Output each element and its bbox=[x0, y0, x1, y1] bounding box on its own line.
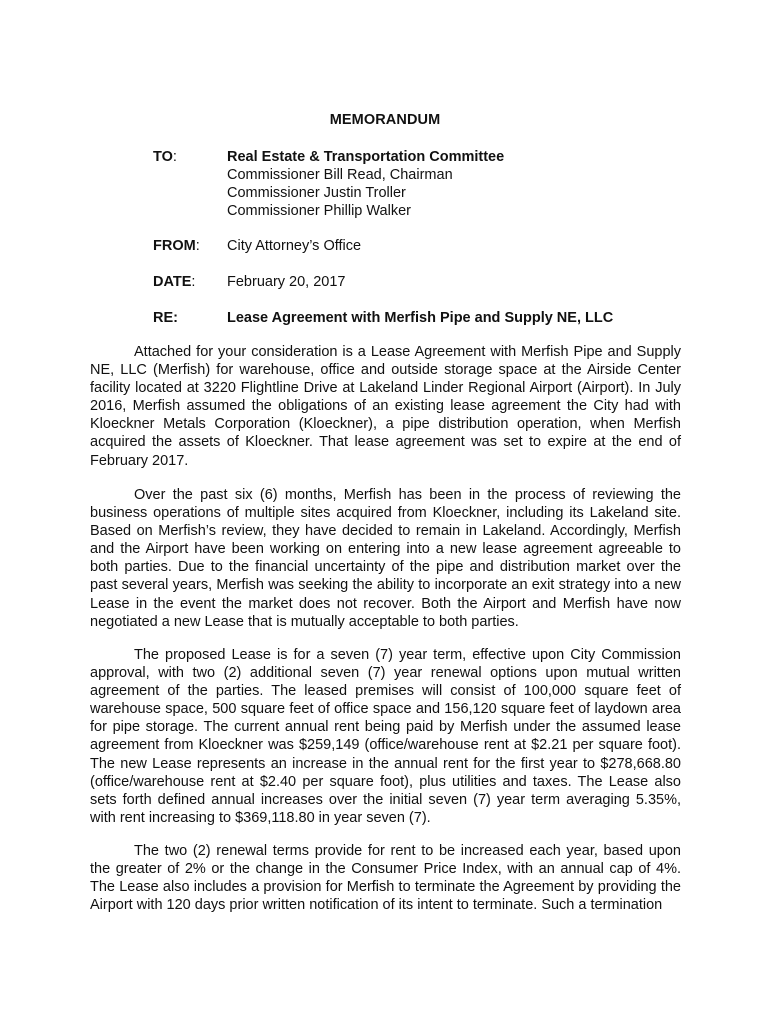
re-label: RE: bbox=[153, 310, 178, 326]
from-value: City Attorney’s Office bbox=[227, 238, 362, 254]
body-paragraph: Attached for your consideration is a Lease Agreement with Merfish Pipe and Supply NE, LLC (Merfish) for warehouse, office and outside storage space at the Airside Center facility located at 3220 Flightline Drive at Lakeland Linder Regional Airport (Airport). In July 2016, Merfish assumed the obligations of an existing lease agreement the City had with Kloeckner Metals Corporation (Kloeckner), a pipe distribution operation, when Merfish acquired the assets of Kloeckner. That lease agreement was set to expire at the end of February 2017. bbox=[90, 344, 681, 469]
re-subject: Lease Agreement with Merfish Pipe and Supply NE, LLC bbox=[227, 310, 614, 326]
to-label: TO: bbox=[153, 149, 177, 165]
body-paragraph: Over the past six (6) months, Merfish has been in the process of reviewing the business operations of multiple sites acquired from Kloeckner, including its Lakeland site. Based on Merfish’s review, they have decided to remain in Lakeland. Accordingly, Merfish and the Airport have been working on entering into a new lease agreement agreeable to both parties. Due to the financial uncertainty of the pipe and distribution market over the past several years, Merfish was seeking the ability to incorporate an exit strategy into a new Lease in the event the market does not recover. Both the Airport and Merfish have now negotiated a new Lease that is mutually acceptable to both parties. bbox=[90, 487, 681, 630]
to-recipient: Commissioner Phillip Walker bbox=[227, 203, 411, 219]
to-committee: Real Estate & Transportation Committee bbox=[227, 149, 505, 165]
body-paragraph: The proposed Lease is for a seven (7) year term, effective upon City Commission approval, with two (2) additional seven (7) year renewal options upon mutual written agreement of the parties. The leased premises will consist of 100,000 square feet of warehouse space, 500 square feet of office space and 156,120 square feet of laydown area for pipe storage. The current annual rent being paid by Merfish under the assumed lease agreement from Kloeckner was $259,149 (office/warehouse rent at $2.21 per square foot). The new Lease represents an increase in the annual rent for the first year to $278,668.80 (office/warehouse rent at $2.40 per square foot), plus utilities and taxes. The Lease also sets forth defined annual increases over the initial seven (7) year term averaging 5.35%, with rent increasing to $369,118.80 in year seven (7). bbox=[90, 647, 681, 826]
memo-title: MEMORANDUM bbox=[329, 112, 441, 128]
to-recipients bbox=[227, 148, 504, 220]
date-value: February 20, 2017 bbox=[227, 274, 346, 290]
body-paragraph: The two (2) renewal terms provide for rent to be increased each year, based upon the greater of 2% or the change in the Consumer Price Index, with an annual cap of 4%. The Lease also includes a provision for Merfish to terminate the Agreement by providing the Airport with 120 days prior written notification of its intent to terminate. Such a termination bbox=[90, 843, 681, 914]
to-recipient: Commissioner Justin Troller bbox=[227, 185, 406, 201]
date-label: DATE: bbox=[153, 274, 196, 290]
to-recipient: Commissioner Bill Read, Chairman bbox=[227, 167, 453, 183]
from-label: FROM: bbox=[153, 238, 200, 254]
